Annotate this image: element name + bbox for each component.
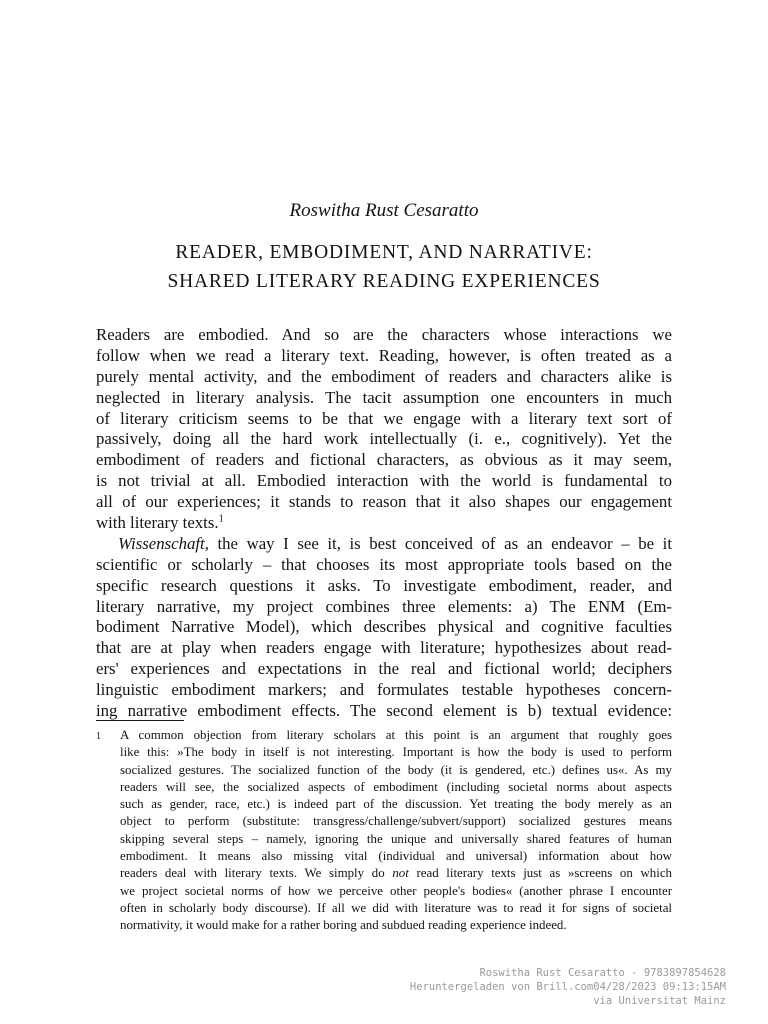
body-line: of literary criticism seems to be that we engage with a literary text sort of [96, 408, 672, 428]
body-line: ers' experiences and expectations in the real and fictional world; deciphers [96, 659, 672, 679]
footnote-line-text: readers deal with literary texts. We simply do [120, 866, 393, 881]
footnote-line: socialized gestures. The socialized function of the body (it is gendered, etc.) defines us«. As my [120, 762, 672, 777]
footnote-divider [96, 720, 184, 721]
body-line: that are at play when readers engage with literature; hypothesizes about read- [96, 638, 672, 658]
body-line: passively, doing all the hard work intellectually (i. e., cognitively). Yet the [96, 429, 672, 449]
chapter-title-line: SHARED LITERARY READING EXPERIENCES [167, 271, 601, 292]
body-line [96, 534, 672, 555]
body-line: neglected in literary analysis. The tacit assumption one encounters in much [96, 387, 672, 407]
download-watermark [226, 966, 726, 1008]
footnote-line: normativity, it would make for a rather boring and subdued reading experience indeed. [120, 918, 567, 933]
body-line-text: with literary texts. [96, 513, 219, 533]
body-line: follow when we read a literary text. Reading, however, is often treated as a [96, 345, 672, 365]
footnote-number: 1 [96, 731, 101, 742]
footnote-line: we project societal norms of how we perceive other people's bodies« (another phrase I encounter [120, 883, 672, 898]
body-text [96, 325, 672, 722]
body-line: linguistic embodiment markers; and formulates testable hypotheses concern- [96, 680, 672, 700]
italic-emphasis: not [392, 866, 409, 881]
chapter-author: Roswitha Rust Cesaratto [289, 200, 479, 221]
watermark-line: via Universitat Mainz [593, 995, 726, 1007]
footnote-reference[interactable]: 1 [218, 513, 224, 525]
footnote-line [96, 865, 672, 882]
body-line: embodiment of readers and fictional characters, as obvious as it may seem, [96, 450, 672, 470]
footnote-line-text: read literary texts just as »screens on which [408, 866, 672, 881]
body-line: all of our experiences; it stands to reason that it also shapes our engagement [96, 492, 672, 512]
footnote-line-text: A common objection from literary scholars at this point is an argument that roughly goes [120, 728, 672, 742]
footnote-line: skipping several steps – namely, ignoring the unique and universally shared features of human [120, 831, 672, 846]
footnote-line: object to perform (substitute: transgress/challenge/subvert/support) socialized gestures means [120, 814, 672, 829]
body-line: literary narrative, my project combines three elements: a) The ENM (Em- [96, 596, 672, 616]
footnote-line: readers will see, the socialized aspects of embodiment (including societal norms about aspects [120, 779, 672, 794]
footnote-line: like this: »The body in itself is not interesting. Important is how the body is used to perform [120, 745, 672, 760]
chapter-title [60, 238, 708, 296]
body-line: bodiment Narrative Model), which describes physical and cognitive faculties [96, 617, 672, 637]
body-line: is not trivial at all. Embodied interaction with the world is fundamental to [96, 471, 672, 491]
italic-term: Wissenschaft [118, 533, 205, 553]
body-line: purely mental activity, and the embodiment of readers and characters alike is [96, 366, 672, 386]
body-line: scientific or scholarly – that chooses its most appropriate tools based on the [96, 554, 672, 574]
body-line-text: , the way I see it, is best conceived of as an endeavor – be it [204, 533, 672, 553]
body-line: ing narrative embodiment effects. The second element is b) textual evidence: [96, 701, 672, 721]
footnote-line: embodiment. It means also missing vital (individual and universal) information about how [120, 849, 672, 864]
body-line: Readers are embodied. And so are the characters whose interactions we [96, 325, 672, 344]
footnote-line: often in scholarly body discourse). If all we did with literature was to read it for signs of societal [120, 900, 672, 915]
body-line: specific research questions it asks. To investigate embodiment, reader, and [96, 575, 672, 595]
footnote [96, 727, 672, 935]
watermark-line: Heruntergeladen von Brill.com04/28/2023 09:13:15AM [409, 981, 726, 993]
chapter-title-line: READER, EMBODIMENT, AND NARRATIVE: [175, 242, 593, 263]
footnote-line [96, 727, 672, 744]
body-line [96, 513, 672, 534]
watermark-line: Roswitha Rust Cesaratto - 9783897854628 [479, 967, 726, 979]
footnote-line: such as gender, race, etc.) is indeed part of the discussion. Yet treating the body merely as an [120, 797, 672, 812]
